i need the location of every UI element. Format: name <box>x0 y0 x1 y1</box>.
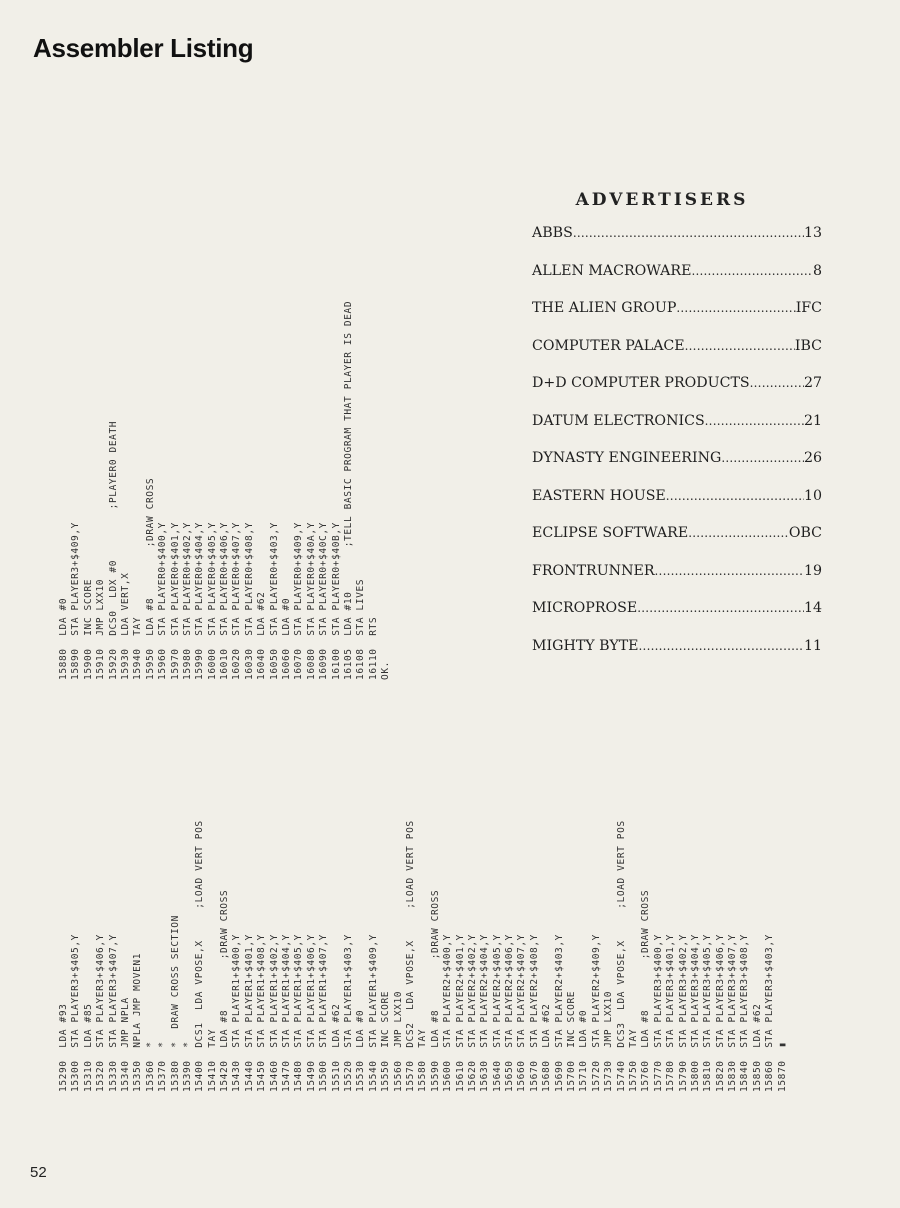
code-line: 16030 STA PLAYER0+$408,Y <box>243 522 255 680</box>
code-line: 15480 STA PLAYER1+$405,Y <box>293 934 305 1092</box>
code-line: 15530 LDA #0 <box>355 1009 367 1092</box>
code-listing-bottom <box>58 820 789 1092</box>
advertiser-page: 11 <box>803 637 822 654</box>
code-line: 15910 JMP LXX10 <box>95 578 107 680</box>
code-line: 15770 STA PLAYER3+$400,Y <box>652 934 664 1092</box>
code-line: 16105 LDA #10 ;TELL BASIC PROGRAM THAT PLAYER IS DEAD <box>342 300 354 680</box>
code-line: 15340 JMP NPLA <box>119 997 131 1092</box>
code-line: 15460 STA PLAYER1+$402,Y <box>268 934 280 1092</box>
advertiser-name: MIGHTY BYTE <box>532 637 639 654</box>
code-line: 15820 STA PLAYER3+$406,Y <box>714 934 726 1092</box>
dot-leader <box>691 264 812 278</box>
code-line: 15960 STA PLAYER0+$400,Y <box>157 522 169 680</box>
advertiser-name: MICROPROSE <box>532 600 638 616</box>
code-line: 15320 STA PLAYER3+$406,Y <box>95 934 107 1092</box>
code-line: 15890 STA PLAYER3+$409,Y <box>70 522 82 680</box>
code-line: 16110 RTS <box>367 616 379 680</box>
dot-leader <box>676 301 795 315</box>
code-line: 15780 STA PLAYER3+$401,Y <box>665 934 677 1092</box>
dot-leader <box>637 601 804 615</box>
code-line: 16100 STA PLAYER0+$40B,Y <box>330 522 342 680</box>
code-line: 15570 DCS2 LDA VPOSE,X ;LOAD VERT POS <box>404 820 416 1092</box>
advertiser-name: DYNASTY ENGINEERING <box>532 450 722 466</box>
code-line: 15740 DCS3 LDA VPOSE,X ;LOAD VERT POS <box>615 820 627 1092</box>
code-line: 16010 STA PLAYER0+$406,Y <box>219 522 231 680</box>
code-line: 16050 STA PLAYER0+$403,Y <box>268 522 280 680</box>
code-line: 16090 STA PLAYER0+$40C,Y <box>318 522 330 680</box>
advertiser-page: 14 <box>803 600 822 616</box>
advertiser-name: THE ALIEN GROUP <box>532 300 677 316</box>
code-line: 15500 STA PLAYER1+$407,Y <box>318 934 330 1092</box>
code-line: 15930 LDA VERT,X <box>119 572 131 680</box>
code-line: 15310 LDA #85 <box>82 1003 94 1092</box>
advertiser-page: 26 <box>803 450 822 466</box>
advertiser-page: 10 <box>803 487 822 504</box>
code-line: 15520 STA PLAYER1+$403,Y <box>342 934 354 1092</box>
advertiser-row <box>532 600 822 638</box>
code-line: 16040 LDA #62 <box>256 591 268 680</box>
advertiser-row <box>532 563 822 601</box>
code-line: 15410 TAY <box>206 1028 218 1092</box>
advertiser-name: DATUM ELECTRONICS <box>532 412 705 429</box>
code-line: 16020 STA PLAYER0+$407,Y <box>231 522 243 680</box>
advertiser-row <box>532 638 822 676</box>
code-line: 15730 JMP LXX10 <box>603 990 615 1092</box>
advertiser-page: 8 <box>812 262 822 279</box>
code-line: 15720 STA PLAYER2+$409,Y <box>590 934 602 1092</box>
code-line: 16070 STA PLAYER0+$409,Y <box>293 522 305 680</box>
advertisers-heading: ADVERTISERS <box>575 190 749 210</box>
code-line: 15680 LDA #62 <box>541 1003 553 1092</box>
advertiser-name: EASTERN HOUSE <box>532 487 666 504</box>
advertiser-page: 21 <box>803 412 822 429</box>
code-line: 16080 STA PLAYER0+$40A,Y <box>305 522 317 680</box>
code-line: 15800 STA PLAYER3+$404,Y <box>689 934 701 1092</box>
code-line: 15580 TAY <box>417 1028 429 1092</box>
code-line: 15880 LDA #0 <box>58 597 69 680</box>
code-listing-top <box>58 301 393 680</box>
dot-leader <box>666 489 804 503</box>
code-line: 15350 NPLA JMP MOVEN1 <box>132 952 144 1092</box>
advertiser-row <box>532 338 822 376</box>
advertiser-row <box>532 263 822 301</box>
code-line: 15980 STA PLAYER0+$402,Y <box>181 522 193 680</box>
advertiser-row <box>532 300 822 338</box>
code-line: 15430 STA PLAYER1+$400,Y <box>231 934 243 1092</box>
code-line: 15990 STA PLAYER0+$404,Y <box>194 522 206 680</box>
dot-leader <box>721 451 804 465</box>
code-line: 15970 STA PLAYER0+$401,Y <box>169 522 181 680</box>
dot-leader <box>655 564 804 578</box>
code-line: 15450 STA PLAYER1+$408,Y <box>256 934 268 1092</box>
advertiser-page: 19 <box>803 562 822 579</box>
code-line: 15620 STA PLAYER2+$402,Y <box>466 934 478 1092</box>
code-line: 15470 STA PLAYER1+$404,Y <box>281 934 293 1092</box>
page-number: 52 <box>30 1164 47 1181</box>
advertiser-page: 13 <box>803 225 822 241</box>
code-line: 15420 LDA #8 ;DRAW CROSS <box>219 889 231 1092</box>
advertisers-index <box>532 190 822 675</box>
dot-leader <box>685 339 795 353</box>
advertiser-page: IBC <box>794 337 822 354</box>
code-line: 15380 * DRAW CROSS SECTION <box>169 915 181 1092</box>
code-line: 15900 INC SCORE <box>82 578 94 680</box>
advertiser-row <box>532 488 822 526</box>
code-line: 16060 LDA #0 <box>281 597 293 680</box>
code-line: 15590 LDA #8 ;DRAW CROSS <box>429 889 441 1092</box>
code-line: 15510 LDA #62 <box>330 1003 342 1092</box>
code-line: 15690 STA PLAYER2+$403,Y <box>553 934 565 1092</box>
code-line: 15750 TAY <box>627 1028 639 1092</box>
advertiser-page: IFC <box>795 300 822 316</box>
code-line: 15660 STA PLAYER2+$407,Y <box>516 934 528 1092</box>
code-line: 15790 STA PLAYER3+$402,Y <box>677 934 689 1092</box>
code-line: 15700 INC SCORE <box>566 990 578 1092</box>
code-line: 15760 LDA #8 ;DRAW CROSS <box>640 889 652 1092</box>
code-line: 15650 STA PLAYER2+$406,Y <box>504 934 516 1092</box>
code-line: 15670 STA PLAYER2+$408,Y <box>528 934 540 1092</box>
code-line: 15490 STA PLAYER1+$406,Y <box>305 934 317 1092</box>
code-line: 15540 STA PLAYER1+$409,Y <box>367 934 379 1092</box>
advertiser-name: ABBS <box>532 225 573 241</box>
code-line: 16000 STA PLAYER0+$405,Y <box>206 522 218 680</box>
code-line: 15290 LDA #93 <box>58 1003 69 1092</box>
code-line: 15940 TAY <box>132 616 144 680</box>
dot-leader <box>750 376 804 390</box>
dot-leader <box>573 226 804 240</box>
code-line: 15390 * <box>181 1041 193 1092</box>
code-line: 15630 STA PLAYER2+$404,Y <box>479 934 491 1092</box>
advertiser-name: ECLIPSE SOFTWARE <box>532 525 689 541</box>
advertiser-name: ALLEN MACROWARE <box>532 262 692 279</box>
advertisers-list <box>532 225 822 675</box>
code-line: 15830 STA PLAYER3+$407,Y <box>727 934 739 1092</box>
advertiser-page: 27 <box>803 375 822 391</box>
page-title: Assembler Listing <box>33 33 254 63</box>
code-line: 15550 INC SCORE <box>380 990 392 1092</box>
code-line: 15840 STA PLAYER3+$408,Y <box>739 934 751 1092</box>
dot-leader <box>639 639 804 653</box>
code-line: 15860 STA PLAYER3+$403,Y <box>764 934 776 1092</box>
code-line: 15370 * <box>157 1041 169 1092</box>
code-line: OK. <box>380 661 392 680</box>
code-line: 15330 STA PLAYER3+$407,Y <box>107 934 119 1092</box>
advertiser-row <box>532 413 822 451</box>
code-line: 15560 JMP LXX10 <box>392 990 404 1092</box>
code-line: 15440 STA PLAYER1+$401,Y <box>243 934 255 1092</box>
code-line: 15710 LDA #0 <box>578 1009 590 1092</box>
dot-leader <box>705 414 804 428</box>
code-line: 15610 STA PLAYER2+$401,Y <box>454 934 466 1092</box>
advertiser-page: OBC <box>788 525 822 541</box>
code-line: 15360 * <box>144 1041 156 1092</box>
advertiser-name: FRONTRUNNER <box>532 562 655 579</box>
advertiser-name: COMPUTER PALACE <box>532 337 685 354</box>
dot-leader <box>688 526 789 540</box>
advertiser-row <box>532 375 822 413</box>
code-line: 15850 LDA #62 <box>751 1003 763 1092</box>
code-line: 15600 STA PLAYER2+$400,Y <box>442 934 454 1092</box>
advertiser-name: D+D COMPUTER PRODUCTS <box>532 375 750 391</box>
code-line: 15640 STA PLAYER2+$405,Y <box>491 934 503 1092</box>
code-line: 15810 STA PLAYER3+$405,Y <box>702 934 714 1092</box>
advertiser-row <box>532 225 822 263</box>
code-line: 15400 DCS1 LDA VPOSE,X ;LOAD VERT POS <box>194 820 206 1092</box>
code-line: 16108 STA LIVES <box>355 578 367 680</box>
code-line: 15870 ▮ <box>776 1041 788 1092</box>
advertiser-row <box>532 525 822 563</box>
advertiser-row <box>532 450 822 488</box>
code-line: 15950 LDA #8 ;DRAW CROSS <box>144 477 156 680</box>
code-line: 15920 DCS0 LDX #0 ;PLAYER0 DEATH <box>107 420 119 680</box>
code-line: 15300 STA PLAYER3+$405,Y <box>70 934 82 1092</box>
